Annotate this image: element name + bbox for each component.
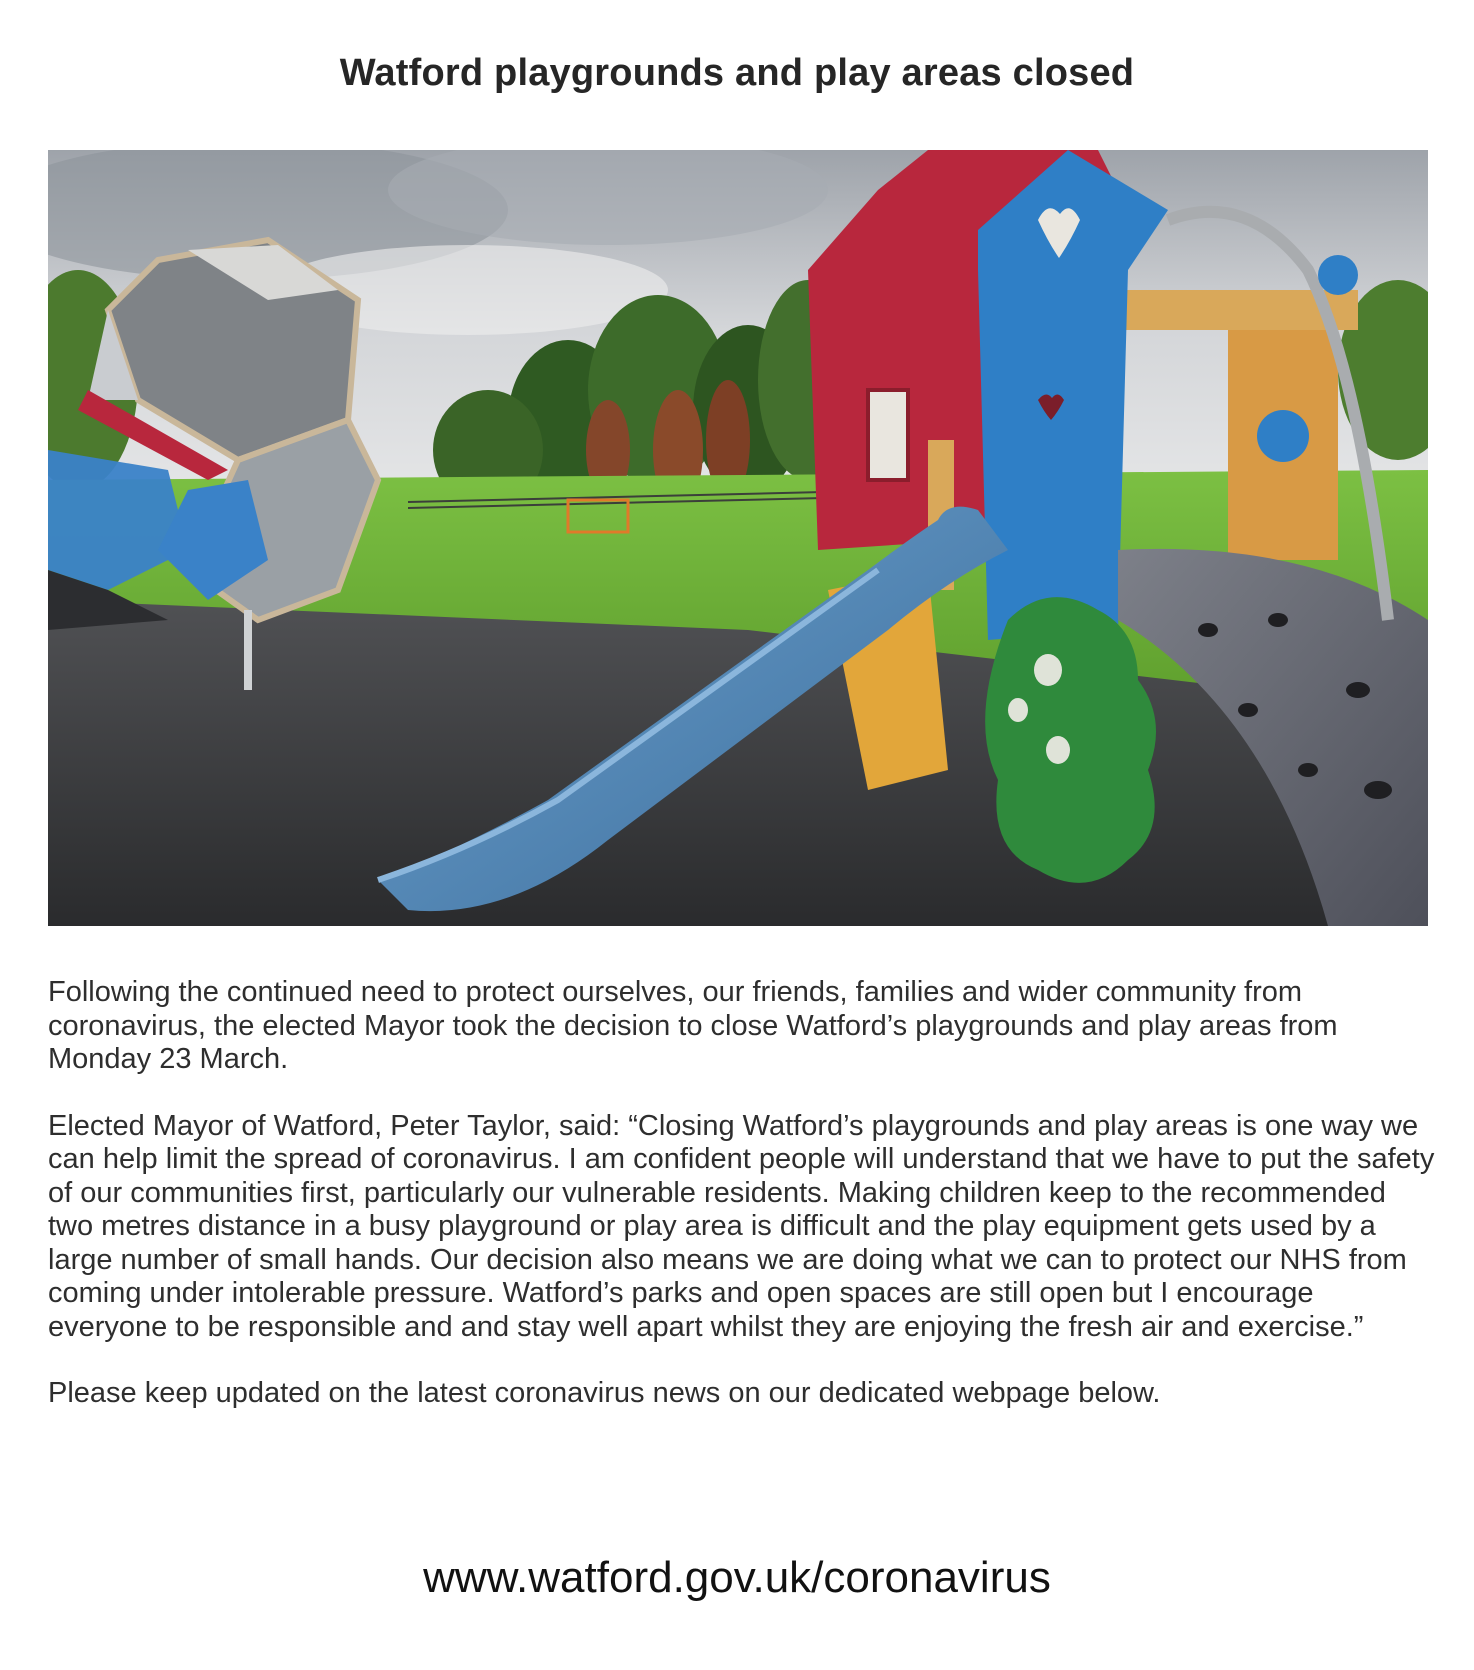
paragraph-intro: Following the continued need to protect ourselves, our friends, families and wider community from coronavirus, the elected Mayor took the decision to close Watford’s playgrounds and play areas from Monday 23 March. [48, 976, 1338, 1075]
playground-illustration [48, 150, 1428, 926]
paragraph-mayor-quote: Elected Mayor of Watford, Peter Taylor, said: “Closing Watford’s playgrounds and play areas is one way we can help limit the spread of coronavirus. I am confident people will understand that we have to put the safety of our communities first, particularly our vulnerable residents. Making children keep to the recommended two metres distance in a busy playground or play area is difficult and the play equipment gets used by a large number of small hands. Our decision also means we are doing what we can to protect our NHS from coming under intolerable pressure. Watford’s parks and open spaces are still open but I encourage everyone to be responsible and and stay well apart whilst they are enjoying the fresh air and exercise.” [48, 1109, 1435, 1343]
article-body [48, 976, 1438, 1444]
coronavirus-webpage-link[interactable]: www.watford.gov.uk/coronavirus [423, 1553, 1051, 1602]
page-title: Watford playgrounds and play areas closed [339, 52, 1135, 94]
paragraph-update-note: Please keep updated on the latest coronavirus news on our dedicated webpage below. [48, 1377, 1161, 1409]
playground-photo [48, 150, 1428, 926]
